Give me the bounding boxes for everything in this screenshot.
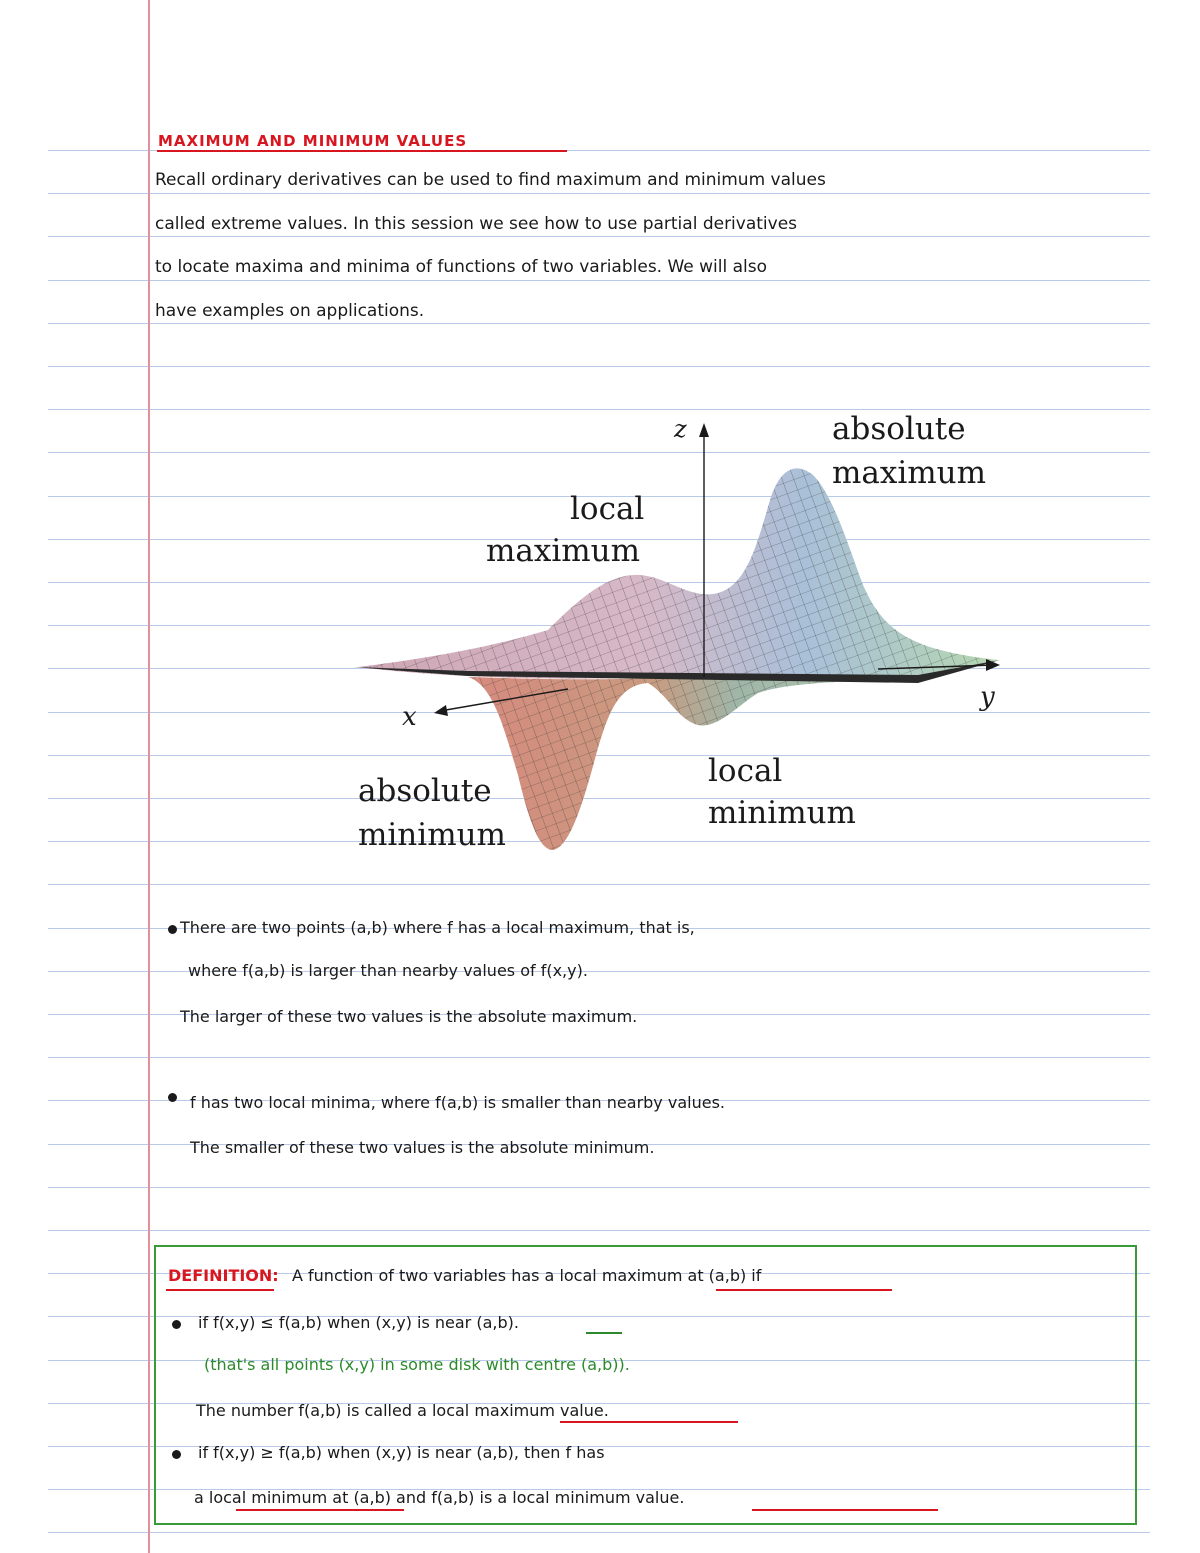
intro-line-1: Recall ordinary derivatives can be used to find maximum and minimum values bbox=[155, 170, 826, 190]
rule-line bbox=[48, 884, 1150, 885]
local-maximum-value-underline bbox=[560, 1421, 738, 1423]
rule-line bbox=[48, 280, 1150, 281]
label-local-minimum-1: local bbox=[708, 753, 783, 789]
bullet-dot bbox=[168, 1093, 177, 1102]
z-axis-label: z bbox=[674, 415, 687, 443]
rule-line bbox=[48, 1057, 1150, 1058]
bullet1-line-2: where f(a,b) is larger than nearby values of f(x,y). bbox=[188, 961, 588, 980]
definition-heading-underline bbox=[166, 1289, 274, 1291]
label-local-minimum-2: minimum bbox=[708, 795, 856, 831]
definition-line-6: a local minimum at (a,b) and f(a,b) is a local minimum value. bbox=[194, 1488, 685, 1507]
definition-line-3: (that's all points (x,y) in some disk with centre (a,b)). bbox=[204, 1355, 630, 1374]
definition-line-4: The number f(a,b) is called a local maximum value. bbox=[196, 1401, 609, 1420]
intro-line-2: called extreme values. In this session we see how to use partial derivatives bbox=[155, 214, 798, 234]
rule-line bbox=[48, 193, 1150, 194]
label-absolute-minimum-1: absolute bbox=[358, 773, 492, 809]
is-near-underline bbox=[586, 1332, 622, 1334]
bullet1-line-3: The larger of these two values is the absolute maximum. bbox=[180, 1007, 638, 1026]
definition-line-5: if f(x,y) ≥ f(a,b) when (x,y) is near (a,b), then f has bbox=[198, 1443, 605, 1462]
z-axis-arrow bbox=[699, 423, 709, 437]
bullet-dot bbox=[168, 925, 177, 934]
bullet-dot bbox=[172, 1320, 181, 1329]
label-absolute-maximum-2: maximum bbox=[832, 455, 987, 491]
bullet-dot bbox=[172, 1450, 181, 1459]
definition-line-2: if f(x,y) ≤ f(a,b) when (x,y) is near (a,b). bbox=[198, 1313, 519, 1332]
y-axis-label: y bbox=[980, 682, 995, 712]
label-absolute-minimum-2: minimum bbox=[358, 817, 506, 853]
x-axis-label: x bbox=[402, 702, 417, 732]
bullet1-line-1: There are two points (a,b) where f has a local maximum, that is, bbox=[180, 918, 695, 937]
x-axis-arrow bbox=[434, 705, 448, 716]
intro-line-3: to locate maxima and minima of functions of two variables. We will also bbox=[155, 257, 768, 277]
bullet2-line-1: f has two local minima, where f(a,b) is smaller than nearby values. bbox=[190, 1093, 725, 1112]
rule-line bbox=[48, 1532, 1150, 1533]
label-absolute-maximum-1: absolute bbox=[832, 411, 966, 447]
local-maximum-underline bbox=[716, 1289, 892, 1291]
rule-line bbox=[48, 236, 1150, 237]
bullet2-line-2: The smaller of these two values is the absolute minimum. bbox=[190, 1138, 655, 1157]
rule-line bbox=[48, 323, 1150, 324]
label-local-maximum-2: maximum bbox=[486, 533, 641, 569]
page-title: MAXIMUM AND MINIMUM VALUES bbox=[158, 132, 468, 150]
local-minimum-underline bbox=[236, 1509, 404, 1511]
definition-box bbox=[154, 1245, 1137, 1525]
surface-plot-figure bbox=[318, 395, 1012, 865]
rule-line bbox=[48, 1187, 1150, 1188]
margin-line bbox=[148, 0, 150, 1553]
surface-upper bbox=[358, 468, 998, 680]
local-minimum-value-underline bbox=[752, 1509, 938, 1511]
label-local-maximum-1: local bbox=[570, 491, 645, 527]
title-underline bbox=[157, 150, 567, 152]
rule-line bbox=[48, 1230, 1150, 1231]
definition-heading: DEFINITION: bbox=[168, 1266, 279, 1285]
intro-line-4: have examples on applications. bbox=[155, 301, 425, 321]
definition-line-1: A function of two variables has a local maximum at (a,b) if bbox=[292, 1266, 762, 1285]
rule-line bbox=[48, 366, 1150, 367]
